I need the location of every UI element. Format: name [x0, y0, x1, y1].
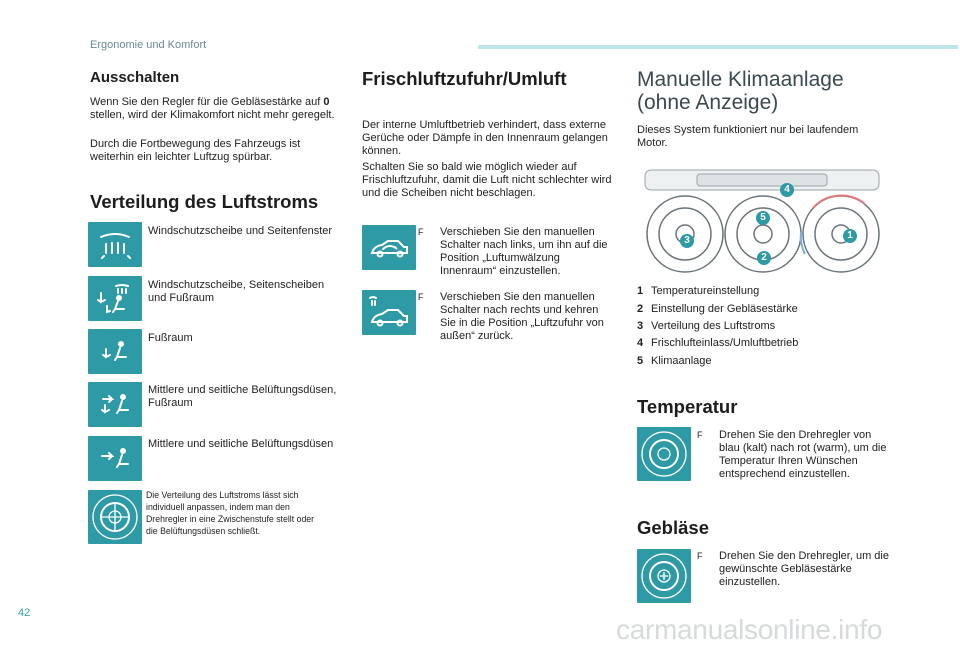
bullet-mark: F	[697, 430, 703, 440]
header-divider	[478, 45, 958, 49]
recirculation-car-icon	[362, 225, 416, 270]
bullet-text: Drehen Sie den Drehregler von blau (kalt) nach rot (warm), um die Temperatur Ihren Wünschen entsprechend einzustellen.	[719, 429, 887, 480]
bullet-text: Drehen Sie den Drehregler, um die gewünschte Gebläsestärke einzustellen.	[719, 550, 889, 588]
distribution-item-text: Windschutzscheibe, Seitenscheiben und Fußraum	[148, 279, 325, 304]
callout-3: 3	[680, 234, 694, 248]
fan-dial-icon	[637, 549, 691, 603]
fresh-air-text-1: Der interne Umluftbetrieb verhindert, dass externe Gerüche oder Dämpfe in den Innenraum gelangen können.	[362, 119, 608, 157]
page-number: 42	[18, 607, 31, 619]
callout-4: 4	[780, 183, 794, 197]
temperature-title: Temperatur	[637, 396, 738, 417]
climate-title-line1: Manuelle Klimaanlage	[637, 68, 844, 91]
distribution-note: Die Verteilung des Luftstroms lässt sich individuell anpassen, indem man den Drehregler in eine Zwischenstufe stellt oder die Belüftungsdüsen schließt.	[146, 490, 315, 537]
off-text: Wenn Sie den Regler für die Gebläsestärke auf 0 stellen, wird der Klimakomfort nicht mehr geregelt.	[90, 96, 335, 121]
distribution-item-text: Mittlere und seitliche Belüftungsdüsen	[148, 438, 334, 450]
distribution-item-text: Windschutzscheibe und Seitenfenster	[148, 225, 333, 237]
climate-title-line2: (ohne Anzeige)	[637, 91, 779, 114]
vents-feet-icon	[88, 382, 142, 427]
callout-1: 1	[843, 229, 857, 243]
callout-2: 2	[757, 251, 771, 265]
callout-5: 5	[756, 211, 770, 225]
legend-item: 5 Klimaanlage	[637, 355, 712, 367]
bullet-mark: F	[697, 551, 703, 561]
windshield-side-windows-icon	[88, 222, 142, 267]
fresh-air-text-2: Schalten Sie so bald wie möglich wieder auf Frischluftzufuhr, damit die Luft nicht schlechter wird und die Scheiben nicht beschlagen.	[362, 161, 612, 199]
climate-intro: Dieses System funktioniert nur bei laufendem Motor.	[637, 124, 859, 149]
vents-icon	[88, 436, 142, 481]
bullet-text: Verschieben Sie den manuellen Schalter nach links, um ihn auf die Position „Luftumwälzung Innenraum“ einzustellen.	[440, 226, 608, 277]
fan-title: Gebläse	[637, 517, 709, 538]
distribution-item-text: Mittlere und seitliche Belüftungsdüsen, Fußraum	[148, 384, 337, 409]
watermark: carmanualsonline.info	[616, 614, 883, 645]
distribution-item-text: Fußraum	[148, 332, 193, 344]
legend-item: 3 Verteilung des Luftstroms	[637, 320, 776, 332]
distribution-title: Verteilung des Luftstroms	[90, 191, 319, 212]
bullet-mark: F	[418, 292, 424, 302]
distribution-dial-icon	[88, 490, 142, 544]
running-header: Ergonomie und Komfort	[90, 39, 207, 51]
legend-item: 1 Temperatureinstellung	[637, 285, 760, 297]
climate-control-illustration	[637, 166, 887, 276]
climate-title	[637, 68, 844, 114]
bullet-text: Verschieben Sie den manuellen Schalter nach rechts und kehren Sie in die Position „Luftzufuhr von außen“ zurück.	[440, 291, 604, 342]
temperature-dial-icon	[637, 427, 691, 481]
fresh-air-title: Frischluftzufuhr/Umluft	[362, 68, 567, 89]
legend-item: 2 Einstellung der Gebläsestärke	[637, 303, 798, 315]
bullet-mark: F	[418, 227, 424, 237]
off-text-2: Durch die Fortbewegung des Fahrzeugs ist weiterhin ein leichter Luftzug spürbar.	[90, 138, 301, 163]
off-title: Ausschalten	[90, 69, 180, 86]
windshield-side-feet-icon	[88, 276, 142, 321]
legend-item: 4 Frischlufteinlass/Umluftbetrieb	[637, 337, 799, 349]
feet-icon	[88, 329, 142, 374]
fresh-air-car-icon	[362, 290, 416, 335]
